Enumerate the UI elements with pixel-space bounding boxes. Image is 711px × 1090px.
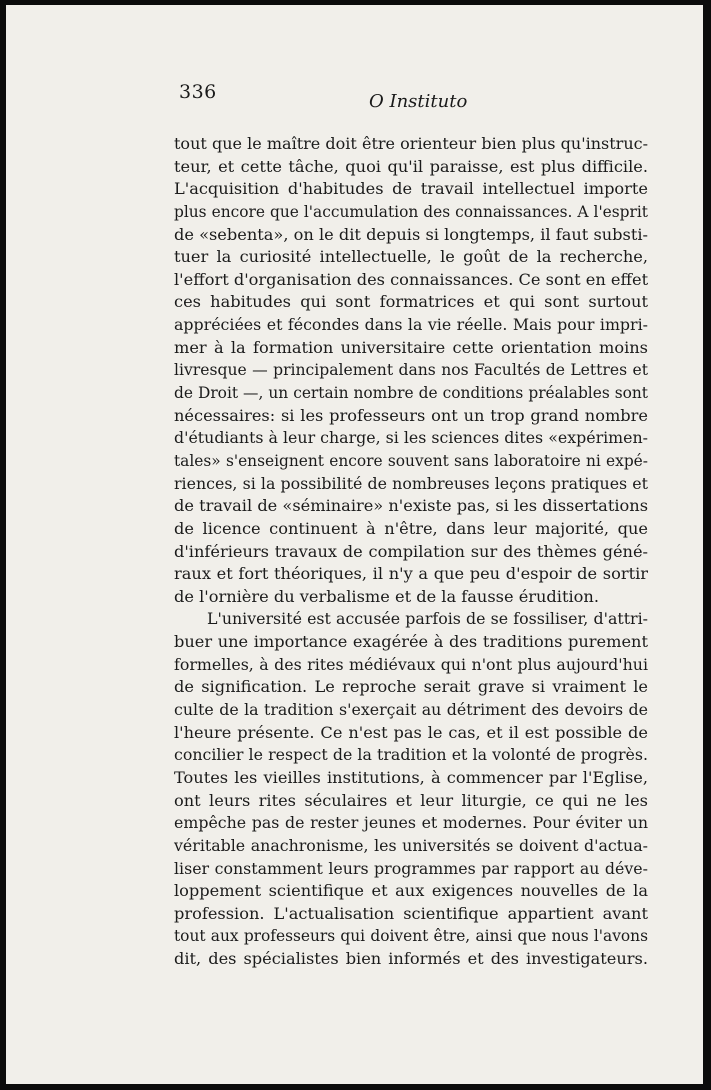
text-line: livresque — principalement dans nos Facultés de Lettres et [174,361,648,380]
text-line: teur, et cette tâche, quoi qu'il paraisse, est plus difficile. [174,156,648,176]
text-line: nécessaires: si les professeurs ont un trop grand nombre [174,405,648,425]
text-line: buer une importance exagérée à des traditions purement [174,632,648,652]
text-line: l'heure présente. Ce n'est pas le cas, et il est possible de [174,722,648,742]
text-line: Toutes les vieilles institutions, à commencer par l'Eglise, [174,767,648,787]
text-line: tuer la curiosité intellectuelle, le goût de la recherche, [174,247,648,267]
text-line: tout aux professeurs qui doivent être, ainsi que nous l'avons [174,927,648,946]
text-line: L'université est accusée parfois de se fossiliser, d'attri- [207,609,648,629]
text-line: loppement scientifique et aux exigences nouvelles de la [174,881,648,901]
text-line: dit, des spécialistes bien informés et des investigateurs. [174,949,648,969]
text-line: véritable anachronisme, les universités se doivent d'actua- [174,835,648,855]
text-line: d'inférieurs travaux de compilation sur des thèmes géné- [174,541,648,561]
text-line: tales» s'enseignent encore souvent sans laboratoire ni expé- [174,451,648,470]
text-line: L'acquisition d'habitudes de travail intellectuel importe [174,179,648,199]
text-line: concilier le respect de la tradition et la volonté de progrès. [174,745,648,765]
text-line: de «sebenta», on le dit depuis si longtemps, il faut substi- [174,224,648,244]
text-line: formelles, à des rites médiévaux qui n'ont plus aujourd'hui [174,654,648,674]
text-line: empêche pas de rester jeunes et modernes. Pour éviter un [174,813,648,833]
text-line: de signification. Le reproche serait grave si vraiment le [174,677,648,697]
text-line: ces habitudes qui sont formatrices et qui sont surtout [174,292,648,312]
running-title: O Instituto [369,91,468,112]
text-line: profession. L'actualisation scientifique appartient avant [174,903,648,923]
text-line: mer à la formation universitaire cette orientation moins [174,337,648,357]
text-line: de l'ornière du verbalisme et de la fausse érudition. [174,586,599,606]
text-line: l'effort d'organisation des connaissances. Ce sont en effet [174,269,649,289]
text-line: de Droit —, un certain nombre de conditions préalables sont [174,384,648,403]
text-line: riences, si la possibilité de nombreuses leçons pratiques et [174,473,648,493]
text-line: de travail de «séminaire» n'existe pas, si les dissertations [174,496,648,516]
page-header [6,5,703,125]
book-page [6,5,703,1084]
text-line: d'étudiants à leur charge, si les sciences dites «expérimen- [174,428,649,448]
text-line: raux et fort théoriques, il n'y a que peu d'espoir de sortir [174,564,648,584]
text-line: ont leurs rites séculaires et leur liturgie, ce qui ne les [174,790,648,810]
text-line: de licence continuent à n'être, dans leur majorité, que [174,518,648,538]
text-line: appréciées et fécondes dans la vie réelle. Mais pour impri- [174,315,648,335]
text-line: plus encore que l'accumulation des connaissances. A l'esprit [174,202,648,221]
page-number: 336 [179,81,217,103]
text-line: tout que le maître doit être orienteur bien plus qu'instruc- [174,134,648,153]
body-text [174,133,648,971]
text-line: liser constamment leurs programmes par rapport au déve- [174,858,648,878]
text-line: culte de la tradition s'exerçait au détriment des devoirs de [174,700,648,720]
